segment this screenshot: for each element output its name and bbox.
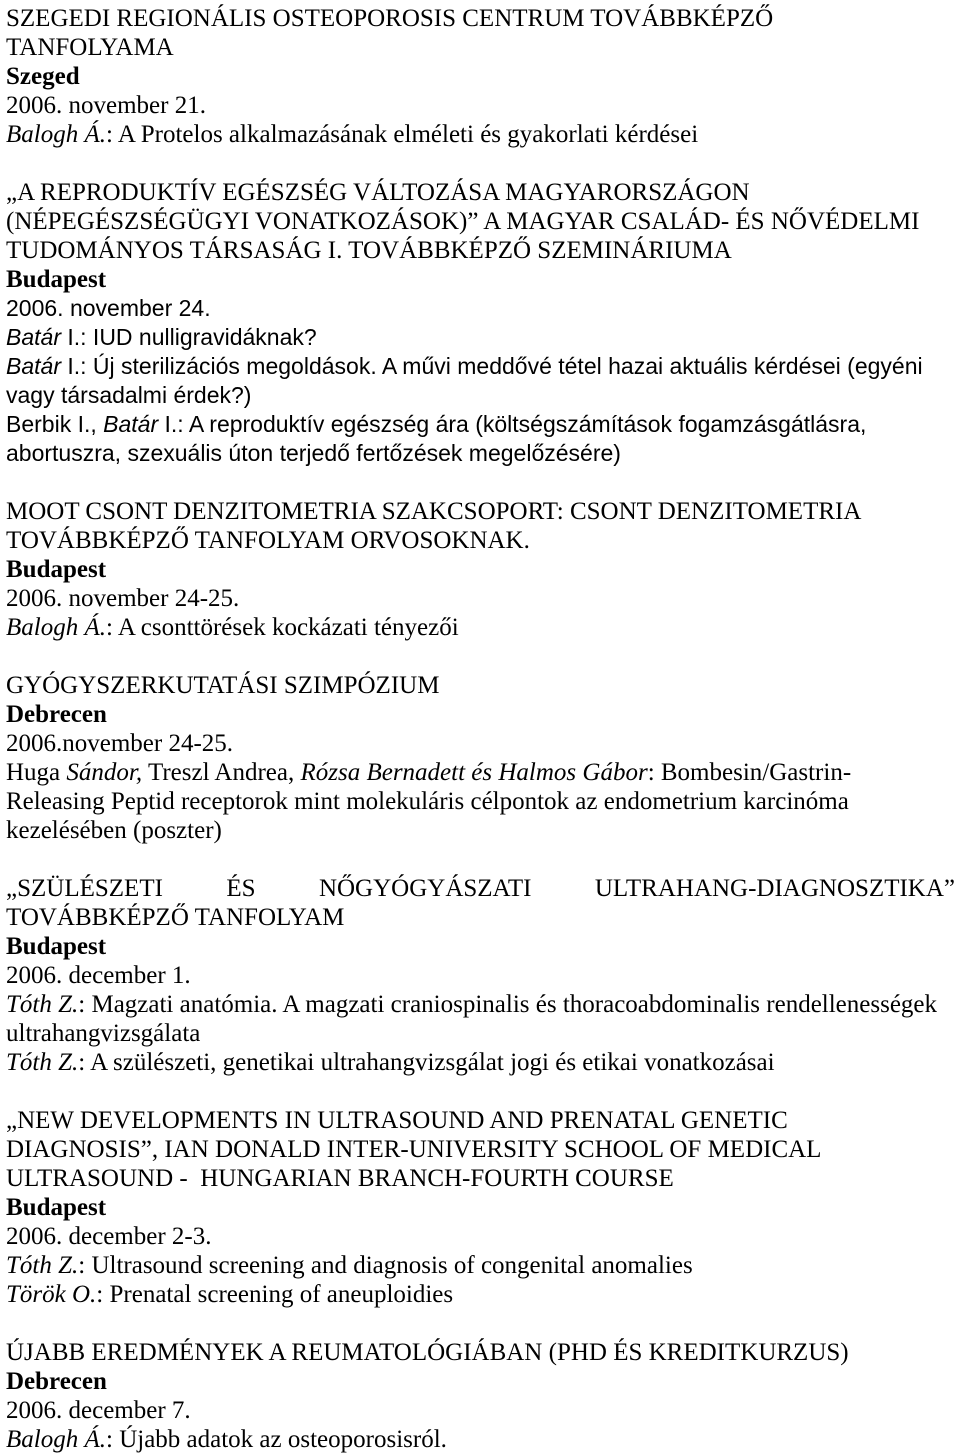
event-title-line: GYÓGYSZERKUTATÁSI SZIMPÓZIUM [6, 672, 440, 699]
talk-line [6, 352, 954, 381]
talk-author: Tóth Z. [6, 1049, 79, 1076]
talk-line [6, 323, 954, 352]
talk-title: I.: Új sterilizációs megoldások. A művi meddővé tétel hazai aktuális kérdései (egyéni [67, 353, 923, 379]
talk-coauthor: Berbik I., [6, 411, 97, 437]
event-obstetric-ultrasound-course [6, 874, 954, 1077]
talk-author: Balogh Á. [6, 121, 106, 148]
event-date: 2006. november 24-25. [6, 585, 240, 612]
talk-line [6, 1251, 954, 1280]
event-title-line: TUDOMÁNYOS TÁRSASÁG I. TOVÁBBKÉPZŐ SZEMINÁRIUMA [6, 237, 732, 264]
event-title-line: SZEGEDI REGIONÁLIS OSTEOPOROSIS CENTRUM TOVÁBBKÉPZŐ [6, 5, 774, 32]
talk-title: : A csonttörések kockázati tényezői [106, 614, 459, 641]
event-city: Budapest [6, 933, 107, 960]
event-title-line: (NÉPEGÉSZSÉGÜGYI VONATKOZÁSOK)” A MAGYAR CSALÁD- ÉS NŐVÉDELMI [6, 208, 920, 235]
talk-title: I.: IUD nulligravidáknak? [67, 324, 317, 350]
talk-author: Balogh Á. [6, 1426, 106, 1453]
event-drug-research-symposium [6, 671, 954, 845]
talk-line [6, 410, 954, 439]
event-title-line: ÚJABB EREDMÉNYEK A REUMATOLÓGIÁBAN (PHD ÉS KREDITKURZUS) [6, 1339, 849, 1366]
talk-title: : A szülészeti, genetikai ultrahangvizsgálat jogi és etikai vonatkozásai [78, 1049, 775, 1076]
event-title-line: „A REPRODUKTÍV EGÉSZSÉG VÁLTOZÁSA MAGYARORSZÁGON [6, 179, 750, 206]
talk-title-continuation: abortuszra, szexuális úton terjedő fertőzések megelőzésére) [6, 440, 621, 466]
talk-title: : Bombesin/Gastrin- [647, 759, 852, 786]
event-city: Budapest [6, 1194, 107, 1221]
talk-line [6, 613, 954, 642]
event-date: 2006.november 24-25. [6, 730, 234, 757]
event-rheumatology-course [6, 1338, 954, 1454]
talk-title: : Prenatal screening of aneuploidies [96, 1281, 454, 1308]
event-title-line: TANFOLYAMA [6, 34, 174, 61]
talk-line [6, 990, 954, 1019]
event-city: Debrecen [6, 701, 107, 728]
talk-title-continuation: vagy társadalmi érdek?) [6, 382, 252, 408]
talk-line [6, 120, 954, 149]
event-date: 2006. december 1. [6, 962, 191, 989]
talk-author: Batár [6, 353, 61, 379]
talk-author: Sándor, [66, 759, 143, 786]
talk-author: Tóth Z. [6, 1252, 79, 1279]
talk-author: Balogh Á. [6, 614, 106, 641]
talk-title: : Újabb adatok az osteoporosisról. [106, 1426, 447, 1453]
talk-author: Treszl Andrea, [147, 759, 295, 786]
talk-title: : A Protelos alkalmazásának elméleti és gyakorlati kérdései [106, 121, 699, 148]
event-reproductive-health-seminar [6, 178, 954, 468]
talk-line [6, 1280, 954, 1309]
talk-title-continuation: kezelésében (poszter) [6, 817, 222, 844]
event-title-line: „NEW DEVELOPMENTS IN ULTRASOUND AND PRENATAL GENETIC [6, 1107, 788, 1134]
talk-title: I.: A reproduktív egészség ára (költségszámítások fogamzásgátlásra, [164, 411, 867, 437]
talk-author: Rózsa Bernadett és Halmos Gábor [300, 759, 648, 786]
event-city: Szeged [6, 63, 80, 90]
event-szeged-osteoporosis-course [6, 4, 954, 149]
event-title-line: TOVÁBBKÉPZŐ TANFOLYAM [6, 904, 345, 931]
event-date: 2006. december 2-3. [6, 1223, 212, 1250]
event-date: 2006. november 24. [6, 295, 211, 321]
event-city: Budapest [6, 266, 107, 293]
talk-author: Batár [103, 411, 159, 437]
talk-author: Török O. [6, 1281, 97, 1308]
talk-author: Batár [6, 324, 61, 350]
talk-author: Huga [6, 759, 61, 786]
event-prenatal-genetic-diagnosis-course [6, 1106, 954, 1309]
event-title-line: DIAGNOSIS”, IAN DONALD INTER-UNIVERSITY SCHOOL OF MEDICAL [6, 1136, 822, 1163]
talk-title-continuation: ultrahangvizsgálata [6, 1020, 201, 1047]
talk-line [6, 1048, 954, 1077]
talk-line [6, 1425, 954, 1454]
event-bone-densitometry-course [6, 497, 954, 642]
event-city: Debrecen [6, 1368, 107, 1395]
talk-title: : Magzati anatómia. A magzati craniospinalis és thoracoabdominalis rendellenességek [78, 991, 938, 1018]
event-title-line: TOVÁBBKÉPZŐ TANFOLYAM ORVOSOKNAK. [6, 527, 530, 554]
talk-title: : Ultrasound screening and diagnosis of congenital anomalies [78, 1252, 693, 1279]
talk-title-continuation: Releasing Peptid receptorok mint molekuláris célpontok az endometrium karcinóma [6, 788, 849, 815]
event-title-line: MOOT CSONT DENZITOMETRIA SZAKCSOPORT: CSONT DENZITOMETRIA [6, 498, 862, 525]
event-date: 2006. december 7. [6, 1397, 191, 1424]
talk-author: Tóth Z. [6, 991, 79, 1018]
event-date: 2006. november 21. [6, 92, 206, 119]
event-title-line: ULTRASOUND - HUNGARIAN BRANCH-FOURTH COURSE [6, 1165, 674, 1192]
talk-line [6, 758, 954, 787]
event-city: Budapest [6, 556, 107, 583]
event-title-line: „SZÜLÉSZETI ÉS NŐGYÓGYÁSZATI ULTRAHANG-DIAGNOSZTIKA” [6, 875, 955, 902]
